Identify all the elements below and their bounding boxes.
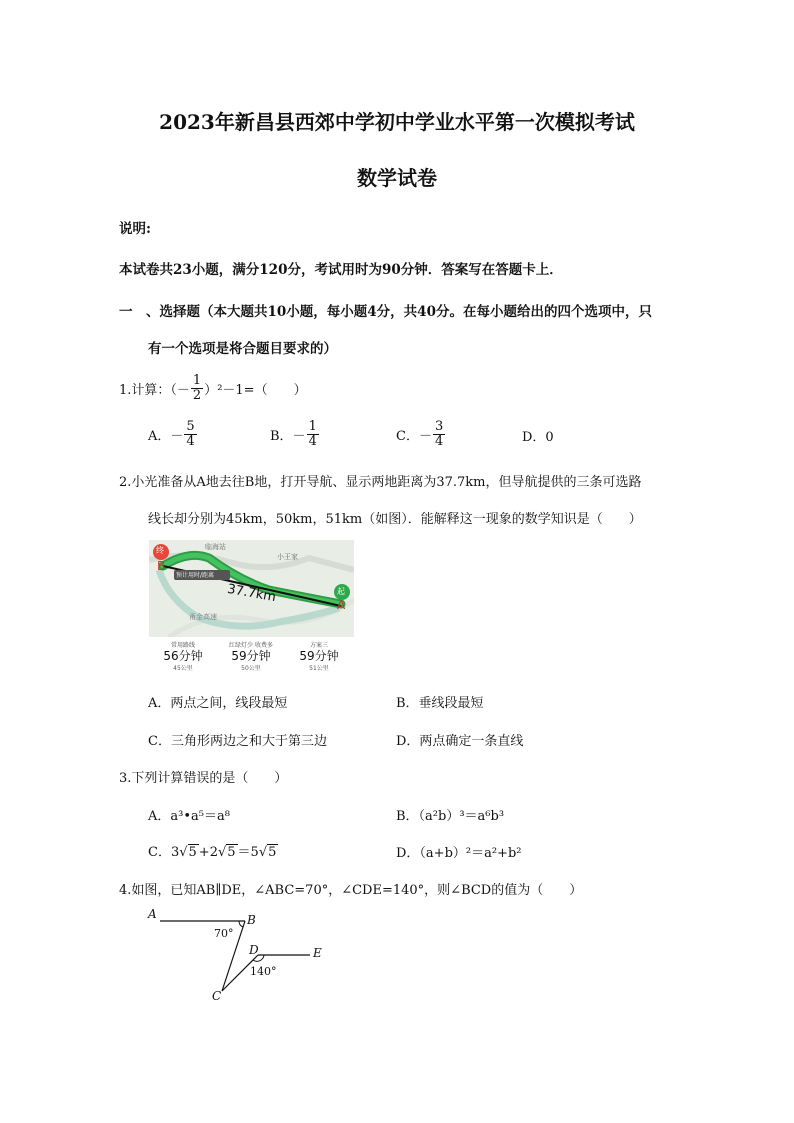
map-place-top: 临海站 — [205, 543, 226, 551]
q1-c-prefix: C．－ — [396, 428, 432, 444]
q1-c-frac — [433, 420, 445, 448]
q1-suffix: ）²－1=（ ） — [204, 382, 307, 398]
geometry-svg — [145, 905, 335, 1005]
q3-c-radicand3: 5 — [268, 845, 277, 860]
q2-option-c[interactable]: C．三角形两边之和大于第三边 — [148, 734, 327, 749]
route-name: 红绿灯少 收费多 — [229, 642, 273, 649]
q4-stem: 4.如图，已知AB∥DE，∠ABC=70°，∠CDE=140°，则∠BCD的值为（ ） — [119, 883, 583, 898]
q2-option-d[interactable]: D．两点确定一条直线 — [396, 734, 524, 749]
label-b: B — [247, 913, 256, 927]
intro-label: 说明: — [119, 221, 151, 237]
route-option-1[interactable] — [149, 640, 217, 672]
sqrt-icon: √ — [258, 845, 268, 860]
q1-c-den: 4 — [434, 433, 444, 449]
q3-c-mid: +2 — [198, 845, 218, 860]
angle-140: 140° — [250, 965, 277, 978]
q3-option-a[interactable]: A．a³•a⁵＝a⁸ — [148, 809, 230, 824]
q2-option-b[interactable]: B．垂线段最短 — [396, 696, 484, 711]
map-start-badge: 起 — [337, 587, 345, 596]
q3-c-eq: ＝5 — [237, 845, 259, 860]
q1-prefix: 1.计算：（－ — [119, 382, 190, 398]
q3-c-radicand1: 5 — [188, 845, 197, 860]
route-time: 59分钟 — [231, 649, 271, 663]
q1-b-den: 4 — [308, 433, 317, 449]
map-place-mid: 小王家 — [277, 553, 298, 561]
q1-b-frac — [307, 420, 319, 448]
section-heading-line1: 一 、选择题（本大题共10小题，每小题4分，共40分。在每小题给出的四个选项中，只 — [119, 304, 652, 320]
q1-option-d[interactable]: D．0 — [522, 430, 554, 445]
map-road-label: 甬金高速 — [189, 613, 217, 621]
label-e: E — [313, 946, 322, 960]
intro-text: 本试卷共23小题，满分120分，考试用时为90分钟．答案写在答题卡上． — [119, 262, 563, 278]
route-name: 常用路线 — [170, 642, 195, 649]
q3-option-d[interactable]: D．（a+b）²＝a²+b² — [396, 846, 522, 861]
map-tooltip: 预计用时/距离 — [176, 572, 215, 579]
route-time: 56分钟 — [163, 649, 203, 663]
q1-b-prefix: B．－ — [270, 428, 306, 444]
route-dist: 51公里 — [309, 665, 329, 672]
q2-stem-line1: 2.小光准备从A地去往B地，打开导航、显示两地距离为37.7km，但导航提供的三条可选路 — [119, 475, 642, 490]
navigation-map-image — [149, 540, 354, 637]
q3-stem: 3.下列计算错误的是（ ） — [119, 771, 288, 786]
label-c: C — [212, 989, 222, 1003]
sqrt-icon: √ — [179, 845, 188, 860]
map-point-b: B — [157, 559, 166, 573]
map-point-a: A — [337, 598, 346, 612]
route-name: 方案三 — [309, 642, 328, 649]
q4-geometry-figure — [145, 905, 335, 1005]
q1-option-b[interactable] — [270, 420, 320, 448]
exam-subtitle: 数学试卷 — [357, 166, 437, 190]
route-option-2[interactable] — [217, 640, 285, 672]
q1-b-num: 1 — [308, 419, 317, 434]
q3-c-radicand2: 5 — [227, 845, 236, 860]
q1-a-frac — [184, 420, 196, 448]
route-time: 59分钟 — [299, 649, 339, 663]
route-options — [149, 640, 354, 678]
angle-70: 70° — [214, 927, 234, 940]
exam-title: 2023年新昌县西郊中学初中学业水平第一次模拟考试 — [159, 110, 635, 134]
q1-a-prefix: A．－ — [148, 428, 184, 444]
section-heading-line2: 有一个选项是将合题目要求的） — [148, 341, 337, 357]
q1-a-den: 4 — [186, 433, 195, 449]
q1-num: 1 — [192, 373, 202, 388]
q3-option-b[interactable]: B．（a²b）³＝a⁶b³ — [396, 809, 505, 824]
q1-a-num: 5 — [186, 419, 195, 434]
q3-option-c[interactable] — [148, 841, 278, 860]
q1-stem — [119, 374, 307, 402]
q2-option-a[interactable]: A．两点之间，线段最短 — [148, 696, 288, 711]
route-dist: 50公里 — [241, 665, 261, 672]
q1-option-a[interactable] — [148, 420, 198, 448]
label-a: A — [148, 907, 157, 921]
q1-c-num: 3 — [434, 419, 444, 434]
route-option-3[interactable] — [285, 640, 353, 672]
map-distance-label: 37.7km — [226, 581, 278, 606]
sqrt-icon: √ — [217, 845, 227, 860]
label-d: D — [249, 943, 259, 957]
q2-stem-line2: 线长却分别为45km，50km，51km（如图）．能解释这一现象的数学知识是（ ） — [148, 512, 642, 527]
q3-c-pre: C．3 — [148, 845, 180, 860]
q1-den: 2 — [192, 387, 202, 403]
q1-option-c[interactable] — [396, 420, 446, 448]
route-dist: 45公里 — [173, 665, 193, 672]
q1-fraction — [191, 374, 203, 402]
map-end-badge: 终 — [156, 546, 164, 555]
